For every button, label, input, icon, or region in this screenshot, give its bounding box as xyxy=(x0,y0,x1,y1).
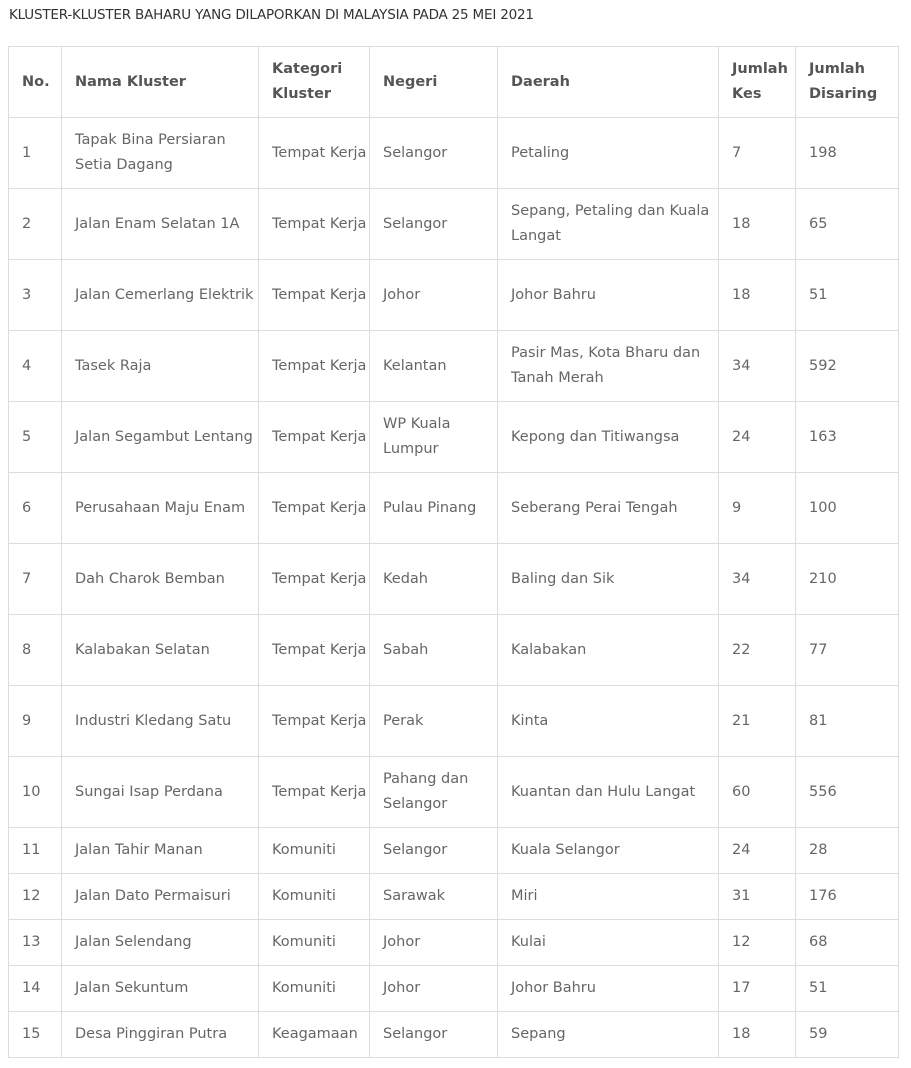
cell-daerah: Petaling xyxy=(498,118,719,189)
cell-jumlah-disaring: 51 xyxy=(796,966,899,1012)
cell-no: 15 xyxy=(9,1012,62,1058)
cell-daerah: Miri xyxy=(498,874,719,920)
cell-nama-kluster: Industri Kledang Satu xyxy=(62,686,259,757)
cell-jumlah-disaring: 68 xyxy=(796,920,899,966)
cell-negeri: Selangor xyxy=(370,189,498,260)
cell-negeri: Johor xyxy=(370,966,498,1012)
cell-nama-kluster: Jalan Cemerlang Elektrik xyxy=(62,260,259,331)
cell-kategori-kluster: Komuniti xyxy=(259,966,370,1012)
table-row xyxy=(9,189,899,260)
cell-no: 11 xyxy=(9,828,62,874)
cell-negeri: WP Kuala Lumpur xyxy=(370,402,498,473)
cell-negeri: Pulau Pinang xyxy=(370,473,498,544)
cell-negeri: Pahang dan Selangor xyxy=(370,757,498,828)
cell-jumlah-kes: 24 xyxy=(719,828,796,874)
cell-negeri: Kedah xyxy=(370,544,498,615)
cell-jumlah-disaring: 65 xyxy=(796,189,899,260)
table-row xyxy=(9,118,899,189)
cell-no: 14 xyxy=(9,966,62,1012)
header-daerah: Daerah xyxy=(498,47,719,118)
table-row xyxy=(9,966,899,1012)
cell-jumlah-kes: 22 xyxy=(719,615,796,686)
cell-no: 12 xyxy=(9,874,62,920)
cell-daerah: Kepong dan Titiwangsa xyxy=(498,402,719,473)
cell-nama-kluster: Sungai Isap Perdana xyxy=(62,757,259,828)
cell-jumlah-disaring: 198 xyxy=(796,118,899,189)
table-row xyxy=(9,402,899,473)
page-title: KLUSTER-KLUSTER BAHARU YANG DILAPORKAN DI MALAYSIA PADA 25 MEI 2021 xyxy=(9,7,534,23)
cell-kategori-kluster: Tempat Kerja xyxy=(259,615,370,686)
cell-kategori-kluster: Tempat Kerja xyxy=(259,473,370,544)
table-row xyxy=(9,544,899,615)
cell-daerah: Seberang Perai Tengah xyxy=(498,473,719,544)
table-row xyxy=(9,260,899,331)
cell-jumlah-disaring: 210 xyxy=(796,544,899,615)
cell-negeri: Sabah xyxy=(370,615,498,686)
cell-jumlah-disaring: 81 xyxy=(796,686,899,757)
cell-daerah: Sepang, Petaling dan Kuala Langat xyxy=(498,189,719,260)
table-row xyxy=(9,686,899,757)
cell-jumlah-disaring: 51 xyxy=(796,260,899,331)
cell-jumlah-disaring: 100 xyxy=(796,473,899,544)
cell-jumlah-kes: 21 xyxy=(719,686,796,757)
table-row xyxy=(9,874,899,920)
cell-jumlah-kes: 12 xyxy=(719,920,796,966)
cell-nama-kluster: Jalan Segambut Lentang xyxy=(62,402,259,473)
cell-daerah: Johor Bahru xyxy=(498,260,719,331)
cell-daerah: Kulai xyxy=(498,920,719,966)
header-jumlah-kes: Jumlah Kes xyxy=(719,47,796,118)
table-row xyxy=(9,757,899,828)
cell-jumlah-kes: 18 xyxy=(719,260,796,331)
cell-daerah: Kinta xyxy=(498,686,719,757)
cell-jumlah-disaring: 556 xyxy=(796,757,899,828)
table-header xyxy=(9,47,899,118)
table-row xyxy=(9,331,899,402)
cell-jumlah-kes: 18 xyxy=(719,1012,796,1058)
cell-jumlah-disaring: 59 xyxy=(796,1012,899,1058)
cell-nama-kluster: Jalan Selendang xyxy=(62,920,259,966)
cell-no: 5 xyxy=(9,402,62,473)
cell-no: 1 xyxy=(9,118,62,189)
cell-nama-kluster: Jalan Sekuntum xyxy=(62,966,259,1012)
cell-jumlah-kes: 34 xyxy=(719,331,796,402)
cell-jumlah-disaring: 176 xyxy=(796,874,899,920)
cell-nama-kluster: Kalabakan Selatan xyxy=(62,615,259,686)
cell-no: 7 xyxy=(9,544,62,615)
table-body xyxy=(9,118,899,1058)
cell-negeri: Perak xyxy=(370,686,498,757)
cell-negeri: Johor xyxy=(370,920,498,966)
cell-jumlah-kes: 17 xyxy=(719,966,796,1012)
clusters-table xyxy=(8,46,899,1058)
cell-nama-kluster: Perusahaan Maju Enam xyxy=(62,473,259,544)
cell-jumlah-kes: 31 xyxy=(719,874,796,920)
cell-kategori-kluster: Tempat Kerja xyxy=(259,260,370,331)
cell-negeri: Kelantan xyxy=(370,331,498,402)
header-kategori-kluster: Kategori Kluster xyxy=(259,47,370,118)
cell-daerah: Baling dan Sik xyxy=(498,544,719,615)
cell-no: 9 xyxy=(9,686,62,757)
cell-daerah: Kalabakan xyxy=(498,615,719,686)
cell-no: 6 xyxy=(9,473,62,544)
cell-kategori-kluster: Komuniti xyxy=(259,874,370,920)
cell-jumlah-kes: 7 xyxy=(719,118,796,189)
cell-jumlah-disaring: 77 xyxy=(796,615,899,686)
cell-negeri: Selangor xyxy=(370,118,498,189)
table-row xyxy=(9,828,899,874)
cell-kategori-kluster: Komuniti xyxy=(259,828,370,874)
cell-no: 3 xyxy=(9,260,62,331)
table-row xyxy=(9,1012,899,1058)
header-no: No. xyxy=(9,47,62,118)
cell-jumlah-disaring: 28 xyxy=(796,828,899,874)
cell-kategori-kluster: Komuniti xyxy=(259,920,370,966)
cell-kategori-kluster: Tempat Kerja xyxy=(259,686,370,757)
table-row xyxy=(9,473,899,544)
cell-kategori-kluster: Keagamaan xyxy=(259,1012,370,1058)
cell-negeri: Selangor xyxy=(370,828,498,874)
cell-no: 8 xyxy=(9,615,62,686)
cell-jumlah-disaring: 592 xyxy=(796,331,899,402)
header-jumlah-disaring: Jumlah Disaring xyxy=(796,47,899,118)
cell-nama-kluster: Tasek Raja xyxy=(62,331,259,402)
cell-jumlah-kes: 9 xyxy=(719,473,796,544)
header-negeri: Negeri xyxy=(370,47,498,118)
cell-daerah: Kuantan dan Hulu Langat xyxy=(498,757,719,828)
cell-kategori-kluster: Tempat Kerja xyxy=(259,402,370,473)
table-row xyxy=(9,920,899,966)
cell-jumlah-kes: 34 xyxy=(719,544,796,615)
cell-kategori-kluster: Tempat Kerja xyxy=(259,189,370,260)
cell-nama-kluster: Jalan Enam Selatan 1A xyxy=(62,189,259,260)
cell-daerah: Pasir Mas, Kota Bharu dan Tanah Merah xyxy=(498,331,719,402)
cell-daerah: Sepang xyxy=(498,1012,719,1058)
cell-jumlah-kes: 18 xyxy=(719,189,796,260)
table-row xyxy=(9,615,899,686)
cell-nama-kluster: Desa Pinggiran Putra xyxy=(62,1012,259,1058)
header-row xyxy=(9,47,899,118)
cell-no: 10 xyxy=(9,757,62,828)
cell-no: 4 xyxy=(9,331,62,402)
cell-negeri: Johor xyxy=(370,260,498,331)
cell-kategori-kluster: Tempat Kerja xyxy=(259,757,370,828)
cell-nama-kluster: Jalan Tahir Manan xyxy=(62,828,259,874)
cell-kategori-kluster: Tempat Kerja xyxy=(259,544,370,615)
cell-jumlah-kes: 24 xyxy=(719,402,796,473)
cell-jumlah-disaring: 163 xyxy=(796,402,899,473)
cell-no: 2 xyxy=(9,189,62,260)
header-nama-kluster: Nama Kluster xyxy=(62,47,259,118)
cell-daerah: Kuala Selangor xyxy=(498,828,719,874)
cell-daerah: Johor Bahru xyxy=(498,966,719,1012)
cell-nama-kluster: Dah Charok Bemban xyxy=(62,544,259,615)
cell-negeri: Selangor xyxy=(370,1012,498,1058)
cell-no: 13 xyxy=(9,920,62,966)
cell-nama-kluster: Tapak Bina Persiaran Setia Dagang xyxy=(62,118,259,189)
cell-kategori-kluster: Tempat Kerja xyxy=(259,118,370,189)
cell-kategori-kluster: Tempat Kerja xyxy=(259,331,370,402)
cell-jumlah-kes: 60 xyxy=(719,757,796,828)
cell-negeri: Sarawak xyxy=(370,874,498,920)
cell-nama-kluster: Jalan Dato Permaisuri xyxy=(62,874,259,920)
